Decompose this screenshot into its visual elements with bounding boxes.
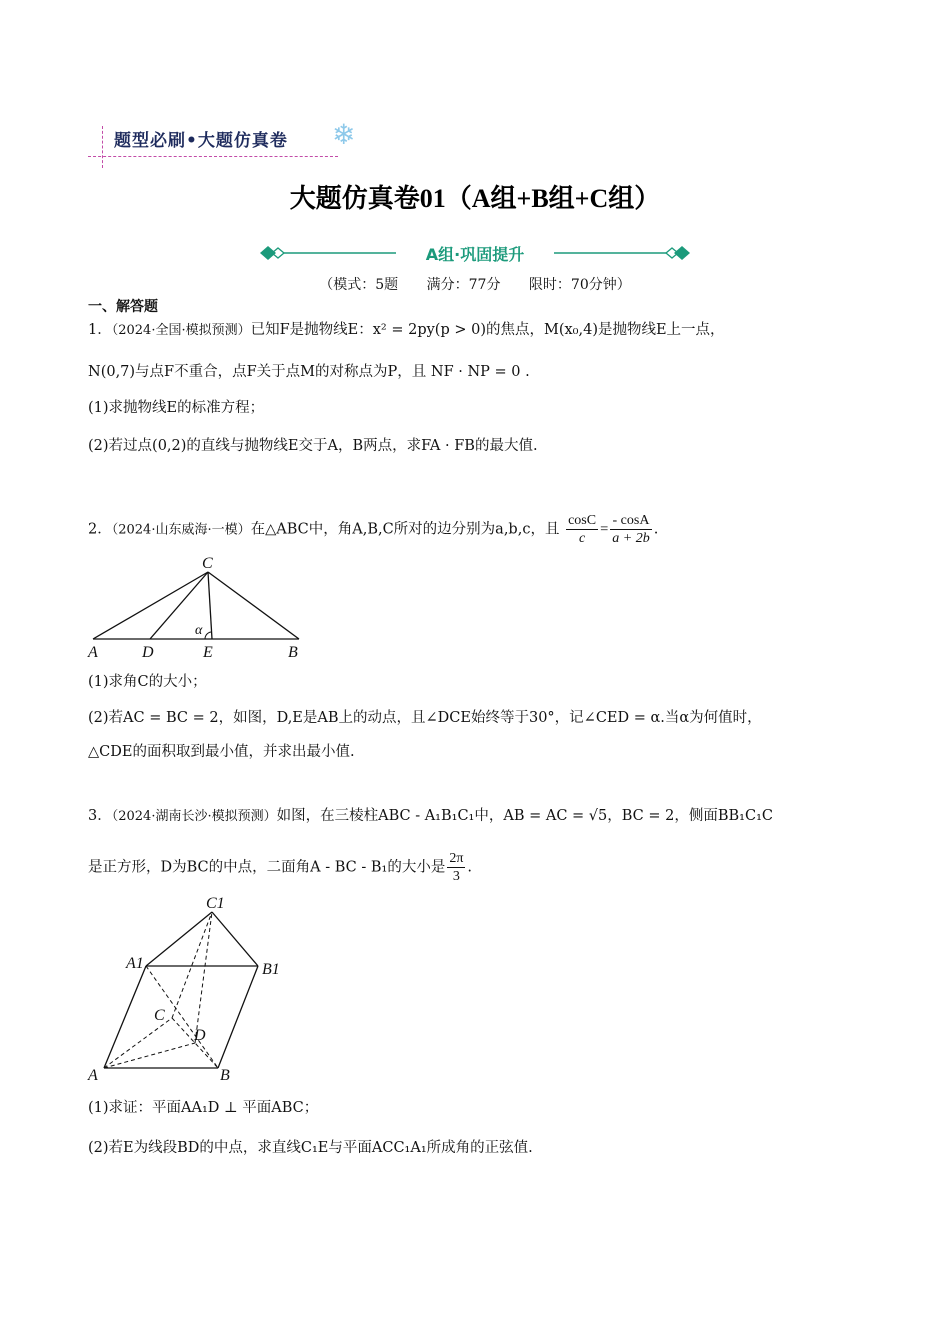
triangle-figure [84, 552, 314, 664]
fraction-numerator: - cosA [610, 512, 651, 530]
fraction-2pi-over-3 [447, 850, 465, 885]
question-source: （2024·全国·模拟预测） [111, 323, 251, 338]
label-d-lower: D [194, 1027, 206, 1044]
question-2-line-1: 2．（2024·山东威海·一模）在△ABC中，角A,B,C所对的边分别为a,b,c，且 $\frac{\cos C}{c}$ = $\frac{- \cos A}{a + 2b}$ . [88, 513, 659, 546]
fraction-cosc-over-c [566, 512, 598, 547]
prism-figure [84, 890, 304, 1090]
question-1-part-1: (1)求抛物线E的标准方程； [88, 400, 265, 416]
question-number: 1． [88, 322, 112, 338]
brand-logo [88, 120, 358, 168]
page-title: 大题仿真卷01（A组+B组+C组） [289, 184, 661, 213]
exam-mode-info [0, 274, 950, 294]
question-text: 如图，在三棱柱ABC - A₁B₁C₁中，AB = AC = √5，BC = 2，侧面BB₁C₁C [276, 808, 773, 824]
question-number: 3． [88, 808, 112, 824]
group-banner-label: A组·巩固提升 [425, 245, 525, 264]
question-number: 2． [88, 521, 112, 538]
question-text: 是正方形，D为BC的中点，二面角A - BC - B₁的大小是 [88, 859, 446, 876]
mode-count: （模式：5题 [319, 277, 399, 293]
label-alpha: α [195, 623, 203, 638]
question-2-part-1: (1)求角C的大小； [88, 674, 207, 690]
logo-text: 题型必刷•大题仿真卷 [114, 131, 288, 151]
label-b-lower: B [220, 1067, 230, 1084]
fraction-denominator: a + 2b [612, 531, 650, 546]
label-e: E [203, 644, 213, 661]
question-3-part-2: (2)若E为线段BD的中点，求直线C₁E与平面ACC₁A₁所成角的正弦值. [88, 1140, 533, 1156]
question-1-line-2: N(0,7)与点F不重合，点F关于点M的对称点为P，且 NF · NP = 0 . [88, 364, 530, 380]
fraction-cosa-over-a2b [610, 512, 651, 547]
fraction-denominator: c [578, 531, 586, 546]
label-a-lower: A [88, 1067, 98, 1084]
total-score: 满分：77分 [426, 277, 501, 293]
time-limit: 限时：70分钟） [528, 277, 631, 293]
question-3-line-2: 是正方形，D为BC的中点，二面角A - BC - B₁的大小是 $\frac{2\pi}{3}$ . [88, 851, 473, 884]
group-banner [258, 238, 692, 268]
fraction-numerator: cosC [568, 513, 597, 528]
question-text: 已知F是抛物线E：x² = 2py(p > 0)的焦点，M(x₀,4)是抛物线E上一点， [250, 322, 725, 338]
label-b: B [288, 644, 298, 661]
question-text: 在△ABC中，角A,B,C所对的边分别为a,b,c，且 [250, 521, 560, 538]
question-source: （2024·湖南长沙·模拟预测） [111, 809, 277, 824]
question-3-part-1: (1)求证：平面AA₁D ⊥ 平面ABC； [88, 1100, 319, 1116]
question-source: （2024·山东威海·一模） [111, 522, 251, 538]
fraction-numerator: 2π [449, 851, 464, 866]
label-c1: C1 [206, 895, 225, 912]
snowflake-icon: ❄ [332, 118, 356, 151]
label-c: C [202, 555, 213, 572]
section-heading: 一、解答题 [88, 299, 158, 315]
question-3-line-1 [88, 806, 773, 827]
question-1-part-2: (2)若过点(0,2)的直线与抛物线E交于A，B两点，求FA · FB的最大值. [88, 438, 538, 454]
label-a: A [88, 644, 98, 661]
label-b1: B1 [262, 961, 280, 978]
logo-divider-vertical [102, 126, 103, 168]
question-2-part-2-cont: △CDE的面积取到最小值，并求出最小值. [88, 744, 355, 760]
logo-divider [88, 156, 338, 157]
label-a1: A1 [126, 955, 144, 972]
label-d: D [142, 644, 154, 661]
question-2-part-2: (2)若AC = BC = 2，如图，D,E是AB上的动点，且∠DCE始终等于30°，记∠CED = α.当α为何值时， [88, 710, 762, 726]
label-c-lower: C [154, 1007, 165, 1024]
fraction-denominator: 3 [452, 869, 460, 884]
question-1-line-1 [88, 320, 725, 341]
